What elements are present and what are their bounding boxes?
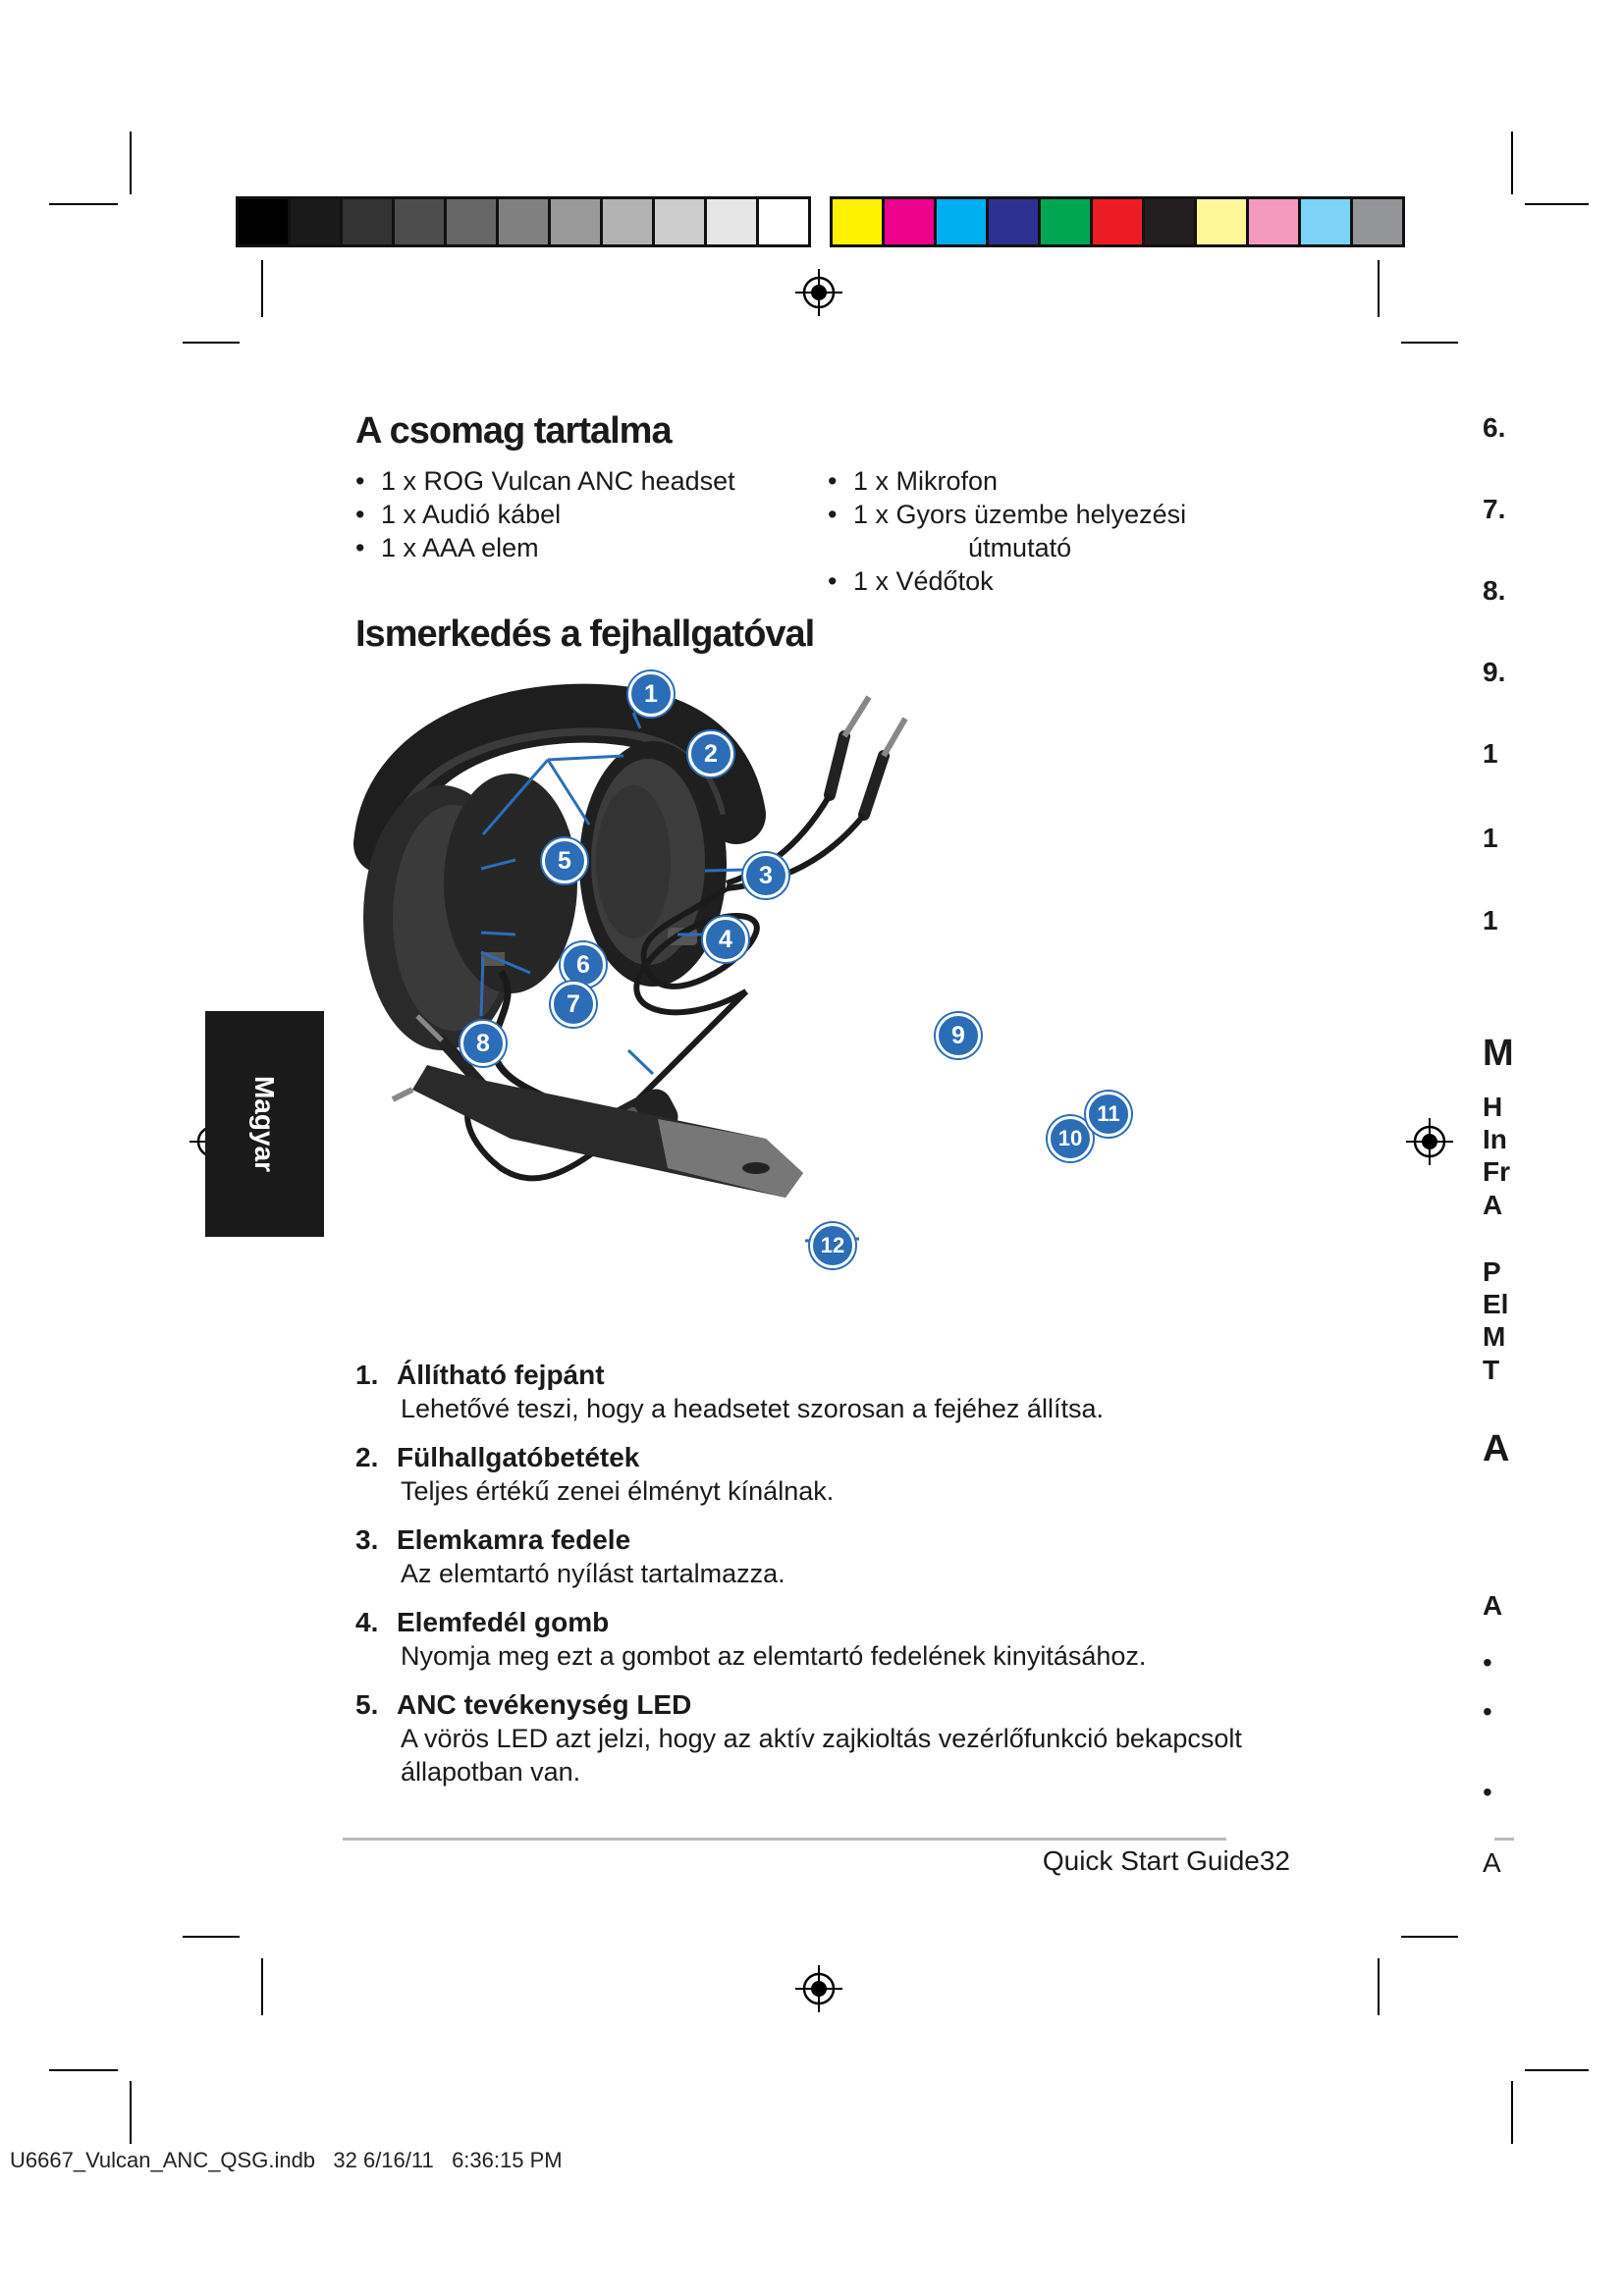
language-side-tab (205, 1011, 324, 1237)
item-number: 4. (355, 1607, 379, 1637)
crop-mark (183, 342, 240, 344)
next-page-fragment: 9. (1483, 657, 1506, 687)
crop-mark (183, 1936, 240, 1938)
package-right-list (828, 464, 1186, 598)
callout-4: 4 (703, 917, 748, 962)
color-swatch (600, 196, 655, 247)
feature-item (355, 1606, 1288, 1673)
color-swatch (934, 196, 989, 247)
crop-mark (261, 260, 263, 317)
color-swatch (236, 196, 291, 247)
next-page-fragment: • (1483, 1777, 1492, 1807)
color-swatch (1038, 196, 1093, 247)
item-description: Teljes értékű zenei élményt kínálnak. (401, 1476, 835, 1506)
color-swatch (986, 196, 1041, 247)
callout-3: 3 (743, 853, 788, 898)
color-swatch (1194, 196, 1249, 247)
next-page-fragment: Fr (1483, 1156, 1510, 1187)
item-title: Állítható fejpánt (397, 1360, 605, 1390)
item-title: Elemfedél gomb (397, 1607, 610, 1637)
color-swatch (288, 196, 343, 247)
color-swatch (882, 196, 937, 247)
crop-mark (1401, 1936, 1458, 1938)
next-page-fragment: M (1483, 1321, 1506, 1352)
callout-9: 9 (936, 1013, 981, 1058)
item-number: 1. (355, 1360, 379, 1390)
color-swatch (1298, 196, 1353, 247)
next-page-fragment: 1 (1483, 905, 1498, 935)
callout-12: 12 (810, 1223, 855, 1268)
color-swatch (548, 196, 603, 247)
page-number: 32 (1259, 1845, 1290, 1876)
footer-guide-title: Quick Start Guide (1042, 1845, 1260, 1876)
next-page-fragment: El (1483, 1289, 1509, 1319)
list-item: • 1 x ROG Vulcan ANC headset (355, 466, 735, 496)
crop-mark (1525, 203, 1589, 205)
next-page-fragment: • (1483, 1647, 1492, 1678)
item-number: 3. (355, 1524, 379, 1555)
crop-mark (130, 2081, 132, 2144)
next-page-fragment: 8. (1483, 575, 1506, 606)
item-title: ANC tevékenység LED (397, 1689, 692, 1720)
next-page-fragment: 1 (1483, 823, 1498, 853)
footer-rule-right (1494, 1838, 1514, 1841)
list-item: • 1 x Védőtok (828, 566, 994, 596)
next-page-fragment: A (1483, 1590, 1503, 1621)
color-swatch (756, 196, 811, 247)
item-description: Az elemtartó nyílást tartalmazza. (401, 1559, 785, 1588)
item-number: 2. (355, 1442, 379, 1472)
page-footer (1021, 1845, 1290, 1877)
list-item: • 1 x AAA elem (355, 533, 539, 562)
next-page-fragment: H (1483, 1092, 1503, 1122)
list-item: • 1 x Gyors üzembe helyezési útmutató (828, 500, 1187, 562)
callout-6: 6 (561, 942, 606, 988)
language-tab-label: Magyar (249, 1075, 280, 1173)
color-swatch (652, 196, 707, 247)
callout-1: 1 (628, 671, 674, 717)
item-description: A vörös LED azt jelzi, hogy az aktív zajkioltás vezérlőfunkció bekapcsolt állapotban van. (401, 1724, 1242, 1787)
next-page-fragment: In (1483, 1124, 1507, 1154)
callout-8: 8 (460, 1021, 506, 1066)
color-swatch (1246, 196, 1301, 247)
next-page-fragment: 1 (1483, 738, 1498, 769)
crop-mark (49, 203, 118, 205)
color-swatch (392, 196, 447, 247)
crop-mark (130, 132, 132, 194)
next-page-fragment: A (1483, 1190, 1503, 1220)
file-slug: U6667_Vulcan_ANC_QSG.indb 32 6/16/11 6:36:15 PM (10, 2148, 563, 2172)
crop-mark (1511, 2081, 1513, 2144)
crop-mark (1378, 1958, 1380, 2015)
feature-item (355, 1688, 1288, 1789)
next-page-fragment: A (1483, 1847, 1501, 1878)
callout-10: 10 (1048, 1116, 1093, 1161)
crop-mark (49, 2069, 118, 2071)
color-swatch (1350, 196, 1405, 247)
list-item: • 1 x Mikrofon (828, 466, 999, 496)
color-swatch (340, 196, 395, 247)
package-left-list (355, 464, 735, 564)
next-page-fragment: • (1483, 1696, 1492, 1727)
item-number: 5. (355, 1689, 379, 1720)
package-contents-title: A csomag tartalma (355, 410, 672, 452)
callout-11: 11 (1086, 1092, 1131, 1137)
feature-item (355, 1523, 1288, 1590)
crop-mark (261, 1958, 263, 2015)
callout-2: 2 (688, 731, 733, 776)
crop-mark (1525, 2069, 1589, 2071)
next-page-fragment: A (1483, 1428, 1510, 1469)
next-page-fragment: M (1483, 1033, 1514, 1074)
item-description: Nyomja meg ezt a gombot az elemtartó fedelének kinyitásához. (401, 1641, 1147, 1671)
crop-mark (1378, 260, 1380, 317)
registration-mark-icon (793, 267, 844, 318)
crop-mark (1401, 342, 1458, 344)
item-title: Elemkamra fedele (397, 1524, 631, 1555)
callout-7: 7 (551, 982, 596, 1027)
headset-intro-title: Ismerkedés a fejhallgatóval (355, 614, 815, 655)
color-swatch (1090, 196, 1145, 247)
list-item: • 1 x Audió kábel (355, 500, 562, 529)
color-swatch (496, 196, 551, 247)
feature-item (355, 1441, 1288, 1508)
next-page-fragment: 7. (1483, 494, 1506, 524)
next-page-fragment: 6. (1483, 412, 1506, 443)
color-swatch (830, 196, 885, 247)
crop-mark (1511, 132, 1513, 194)
color-swatch (704, 196, 759, 247)
color-swatch (1142, 196, 1197, 247)
item-title: Fülhallgatóbetétek (397, 1442, 640, 1472)
next-page-fragment: T (1483, 1355, 1500, 1385)
footer-rule (343, 1838, 1226, 1841)
feature-item (355, 1359, 1288, 1425)
callout-5: 5 (542, 838, 587, 883)
registration-mark-icon (1404, 1116, 1455, 1167)
item-description: Lehetővé teszi, hogy a headsetet szorosan a fejéhez állítsa. (401, 1394, 1104, 1423)
color-swatch (444, 196, 499, 247)
registration-mark-icon (793, 1963, 844, 2014)
next-page-fragment: P (1483, 1256, 1501, 1287)
